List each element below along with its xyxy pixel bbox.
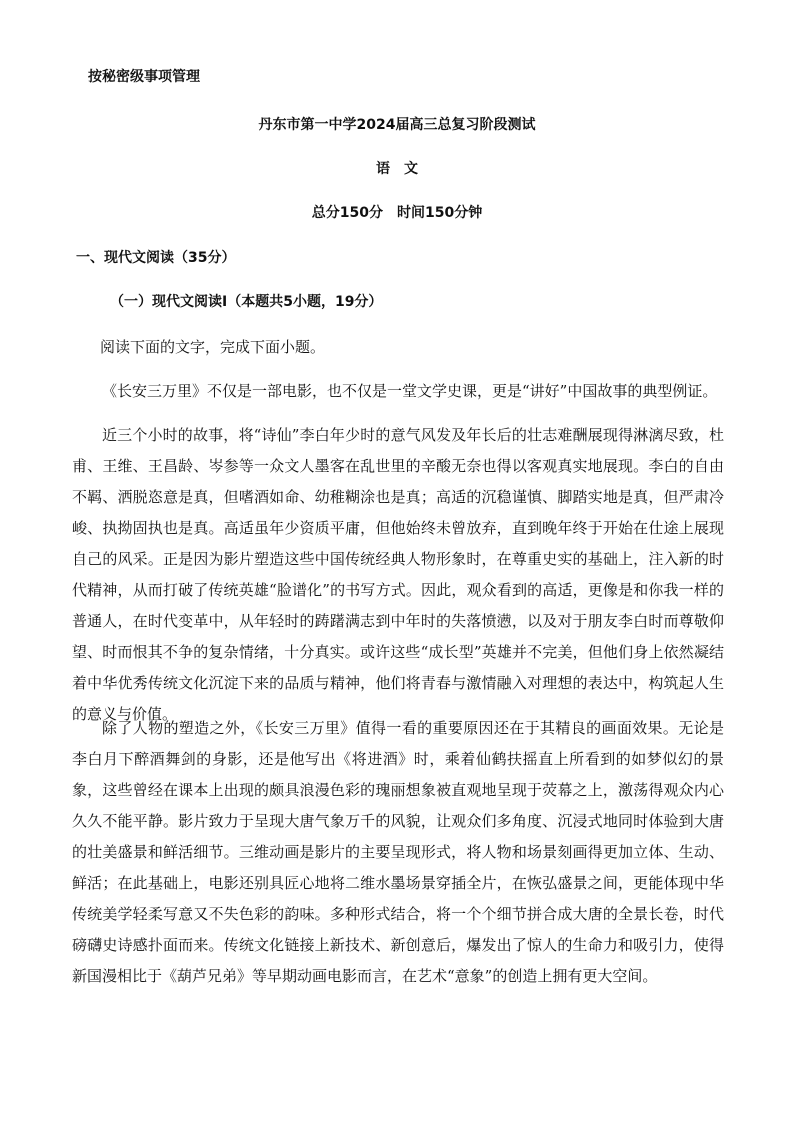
subsection-heading: （一）现代文阅读Ⅰ（本题共5小题，19分） bbox=[110, 294, 383, 310]
section-heading: 一、现代文阅读（35分） bbox=[76, 250, 236, 266]
passage-paragraph-2: 近三个小时的故事，将“诗仙”李白年少时的意气风发及年长后的壮志难酬展现得淋漓尽致，杜甫、王维、王昌龄、岑参等一众文人墨客在乱世里的辛酸无奈也得以客观真实地展现。李白的自由不羁、洒脱恣意是真，但嗜酒如命、幼稚糊涂也是真；高适的沉稳谨慎、脚踏实地是真，但严肃冷峻、执拗固执也是真。高适虽年少资质平庸，但他始终未曾放弃，直到晚年终于开始在仕途上展现自己的风采。正是因为影片塑造这些中国传统经典人物形象时，在尊重史实的基础上，注入新的时代精神，从而打破了传统英雄“脸谱化”的书写方式。因此，观众看到的高适，更像是和你我一样的普通人，在时代变革中，从年轻时的踌躇满志到中年时的失落愤懑，以及对于朋友李白时而尊敬仰望、时而恨其不争的复杂情绪，十分真实。或许这些“成长型”英雄并不完美，但他们身上依然凝结着中华优秀传统文化沉淀下来的品质与精神，他们将青春与激情融入对理想的表达中，构筑起人生的意义与价值。 bbox=[72, 426, 724, 723]
score-time-info: 总分150分 时间150分钟 bbox=[311, 205, 483, 221]
exam-title: 丹东市第一中学2024届高三总复习阶段测试 bbox=[258, 117, 536, 133]
passage-paragraph-3: 除了人物的塑造之外，《长安三万里》值得一看的重要原因还在于其精良的画面效果。无论是李白月下醉酒舞剑的身影，还是他写出《将进酒》时，乘着仙鹤扶摇直上所看到的如梦似幻的景象，这些曾经在课本上出现的颇具浪漫色彩的瑰丽想象被直观地呈现于荧幕之上，激荡得观众内心久久不能平静。影片致力于呈现大唐气象万千的风貌，让观众们多角度、沉浸式地同时体验到大唐的壮美盛景和鲜活细节。三维动画是影片的主要呈现形式，将人物和场景刻画得更加立体、生动、鲜活；在此基础上，电影还别具匠心地将二维水墨场景穿插全片，在恢弘盛景之间，更能体现中华传统美学轻柔写意又不失色彩的韵味。多种形式结合，将一个个细节拼合成大唐的全景长卷，时代磅礴史诗感扑面而来。传统文化链接上新技术、新创意后，爆发出了惊人的生命力和吸引力，使得新国漫相比于《葫芦兄弟》等早期动画电影而言，在艺术“意象”的创造上拥有更大空间。 bbox=[72, 719, 724, 985]
reading-instruction: 阅读下面的文字，完成下面小题。 bbox=[100, 338, 326, 356]
passage-paragraph-1: 《长安三万里》不仅是一部电影，也不仅是一堂文学史课，更是“讲好”中国故事的典型例证。 bbox=[102, 382, 718, 400]
secret-level-label: 按秘密级事项管理 bbox=[88, 69, 200, 85]
subject-title: 语文 bbox=[376, 161, 432, 177]
